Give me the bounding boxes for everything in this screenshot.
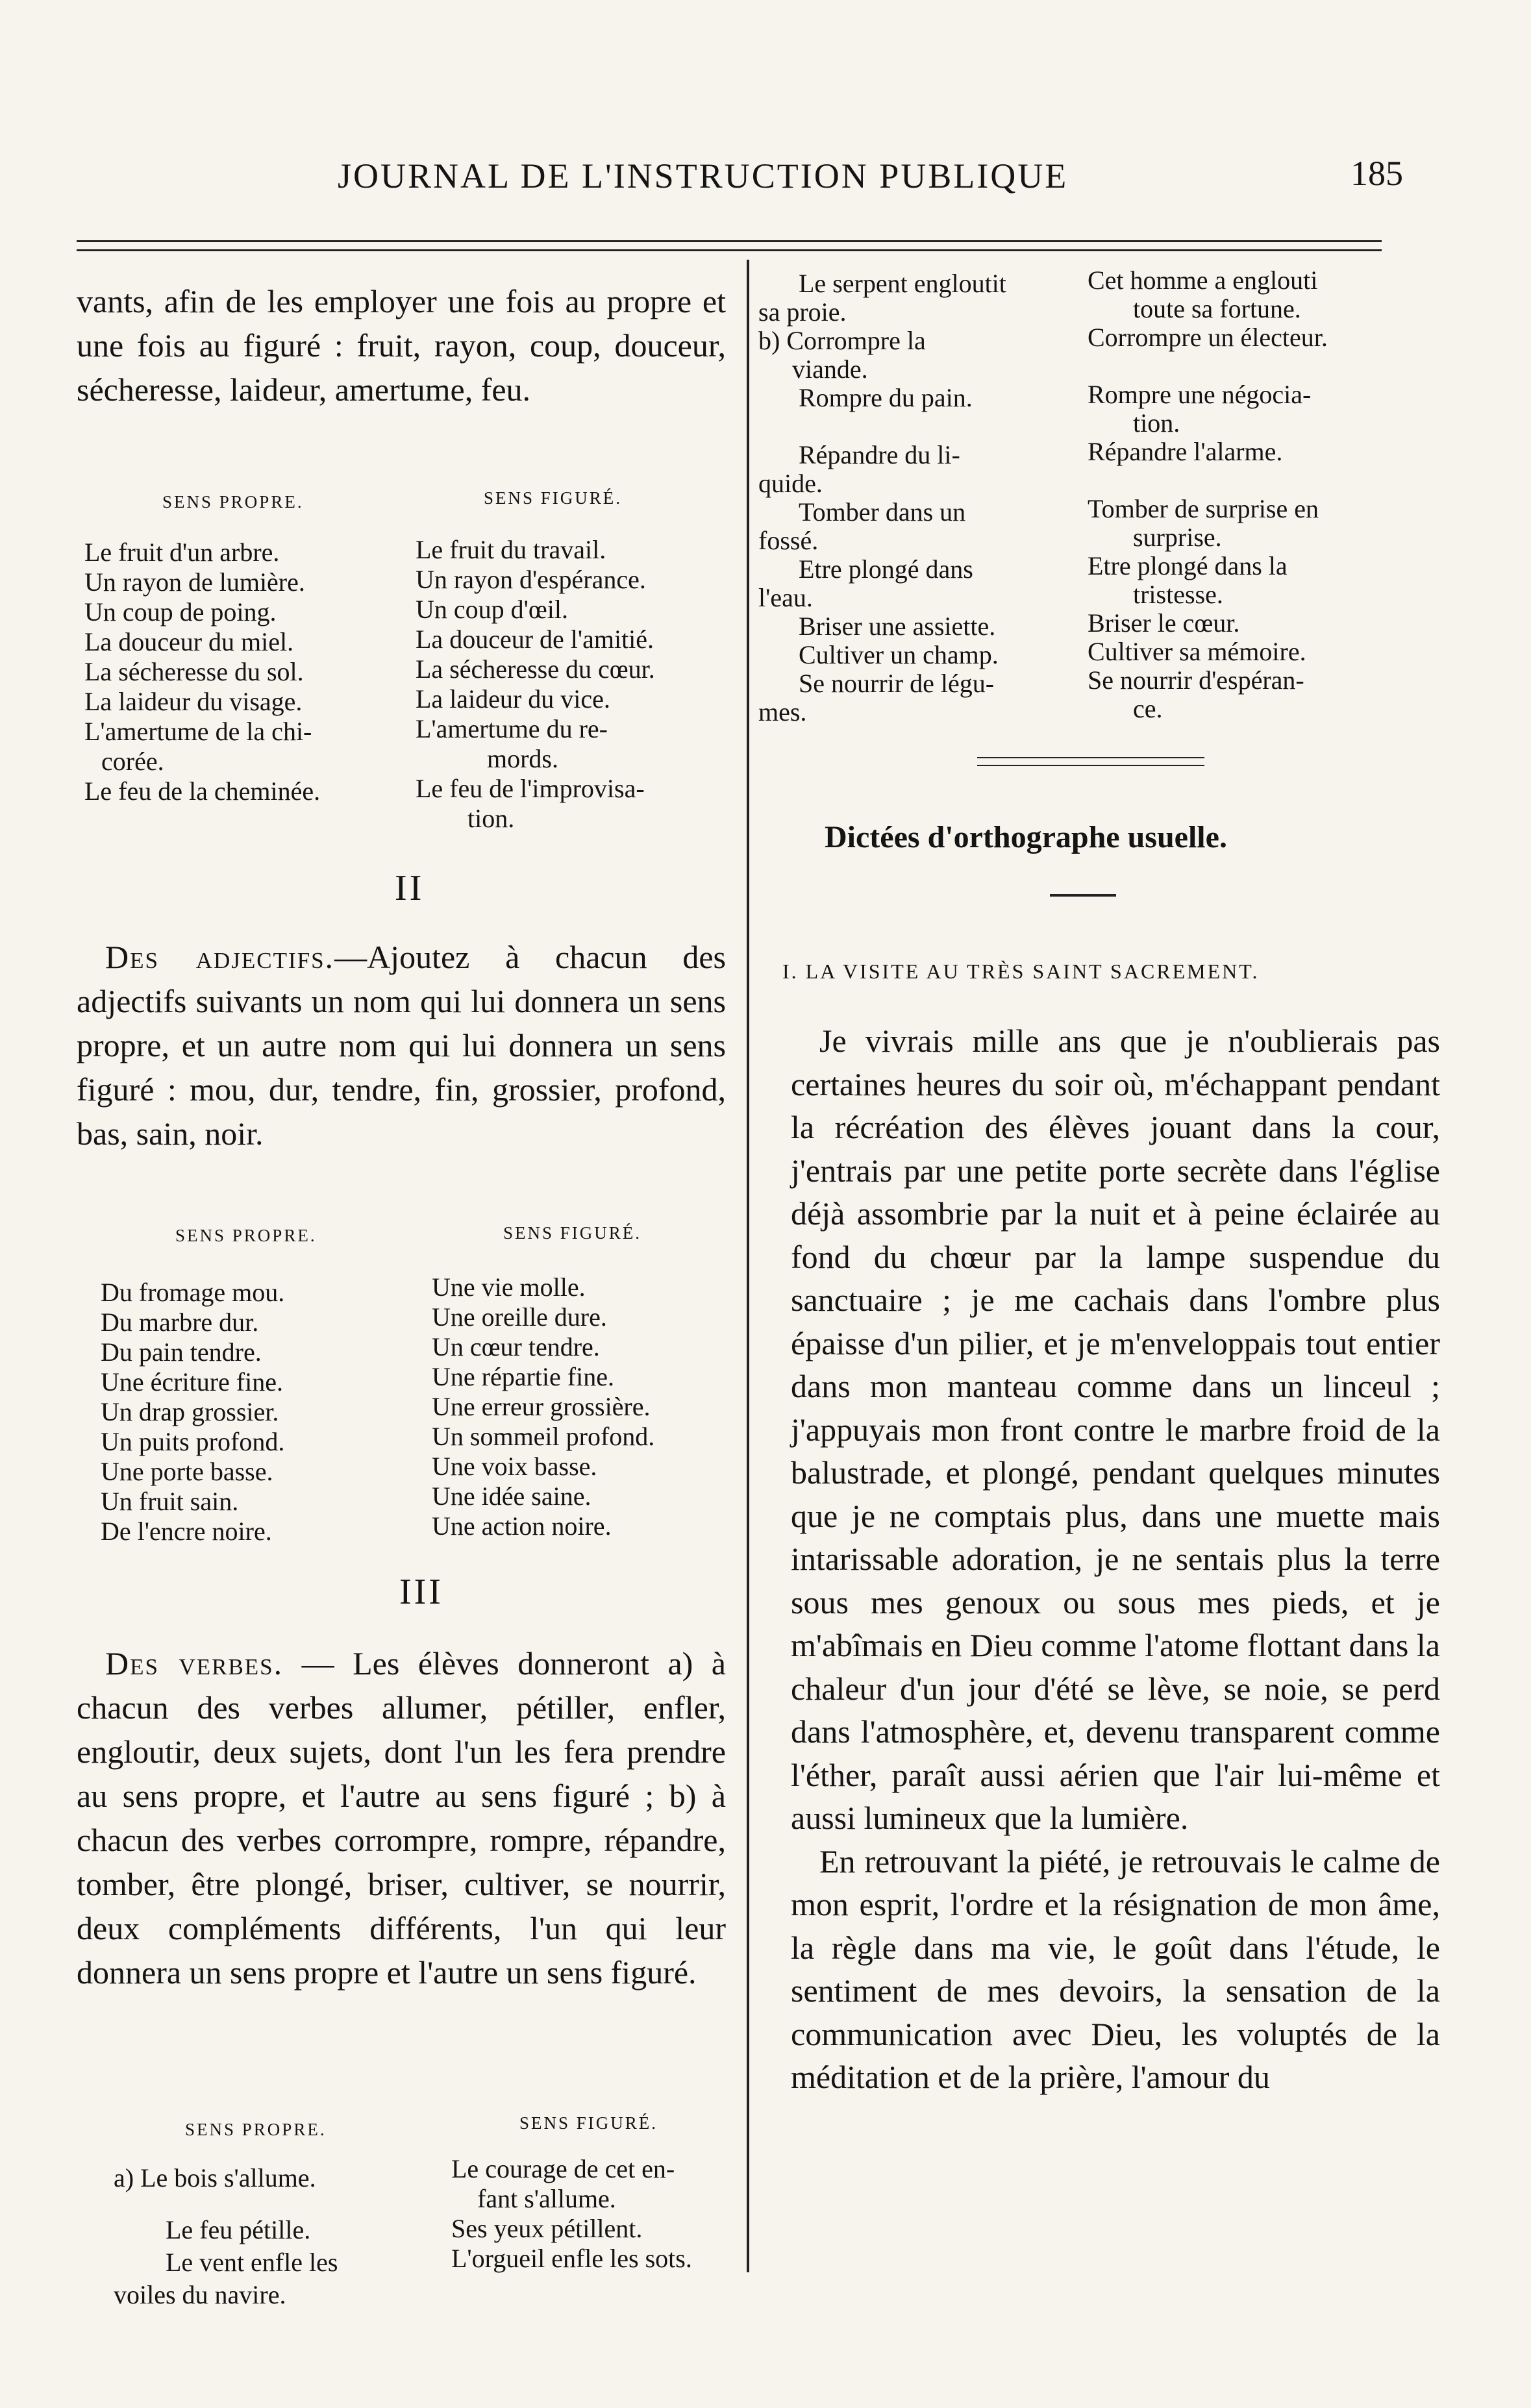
list-item: Cultiver sa mémoire.: [1088, 637, 1306, 666]
table1-figure-list: [416, 535, 655, 834]
list-item: Une erreur grossière.: [432, 1392, 651, 1421]
list-item: Une écriture fine.: [101, 1367, 283, 1396]
list-item: Cet homme a englouti: [1088, 266, 1318, 295]
list-item: Une action noire.: [432, 1511, 612, 1541]
right-table-figure-list: [1088, 266, 1328, 723]
list-item: Un rayon d'espérance.: [416, 565, 646, 594]
section-title: I. LA VISITE AU TRÈS SAINT SACREMENT.: [782, 960, 1260, 983]
list-item: Etre plongé dans: [799, 554, 973, 584]
list-item: ce.: [1133, 694, 1163, 723]
table3-figure-list: [451, 2154, 692, 2274]
list-item: L'amertume de la chi-: [84, 717, 312, 746]
table1-propre-list: [84, 538, 320, 806]
list-item: l'eau.: [758, 583, 813, 612]
section2-block: [77, 935, 726, 1156]
list-item: tion.: [467, 804, 515, 833]
list-item: Un puits profond.: [101, 1427, 285, 1456]
list-spacer: [1088, 466, 1328, 495]
list-item: Briser une assiette.: [799, 612, 996, 641]
section3-text: — Les élèves donneront a) à chacun des verbes allumer, pétiller, enfler, engloutir, deux sujets, dont l'un les fera prendre au sens propre, et l'autre au sens figuré ; b) à chacun des verbes corrompre, rompre, répandre, tomber, être plongé, briser, cultiver, se nourrir, deux compléments différents, l'un qui leur donnera un sens propre et l'autre un sens figuré.: [77, 1645, 726, 1991]
list-item: Se nourrir de légu-: [799, 669, 995, 698]
title-underline-rule: [1050, 894, 1116, 897]
section3-lead: Des verbes.: [105, 1645, 284, 1682]
list-item: Un cœur tendre.: [432, 1332, 600, 1361]
list-item: L'amertume du re-: [416, 714, 608, 743]
left-intro: [77, 279, 726, 412]
table3-propre-list: [114, 2162, 338, 2311]
list-item: Corrompre un électeur.: [1088, 323, 1328, 352]
dictee-paragraph-1: Je vivrais mille ans que je n'oublierais pas certaines heures du soir où, m'échappant pendant la récréation des élèves jouant dans la cour, j'entrais par une petite porte secrète dans l'église déjà assombrie par la nuit et à peine éclairée au fond du chœur par la lampe suspendue du sanctuaire ; je me cachais dans l'ombre plus épaisse d'un pilier, et je m'enveloppais tout entier dans mon manteau comme dans un linceul ; j'appuyais mon front contre le marbre froid de la balustrade, et plongé, pendant quelques minutes que je ne comptais plus, dans une muette mais intarissable adoration, je ne sentais plus la terre sous mes genoux ou sous mes pieds, et je m'abîmais en Dieu comme l'atome flottant dans la chaleur d'un jour d'été se lève, se noie, se perd dans l'atmosphère, et, devenu transparent comme l'éther, paraît aussi aérien que l'air lui-même et aussi lumineux que la lumière.: [791, 1023, 1440, 1836]
list-item: Le feu pétille.: [166, 2215, 311, 2244]
list-item: Le fruit d'un arbre.: [84, 538, 280, 567]
list-item: La sécheresse du sol.: [84, 657, 304, 686]
list-item: fant s'allume.: [477, 2184, 616, 2213]
list-item: Tomber de surprise en: [1088, 494, 1319, 523]
list-item: Répandre l'alarme.: [1088, 437, 1283, 466]
list-item: La laideur du visage.: [84, 687, 303, 716]
list-item: De l'encre noire.: [101, 1517, 272, 1546]
list-item: Une voix basse.: [432, 1452, 597, 1481]
running-header-title: JOURNAL DE L'INSTRUCTION PUBLIQUE: [338, 156, 1069, 195]
list-item: La laideur du vice.: [416, 684, 610, 714]
dictee-paragraph-2: En retrouvant la piété, je retrouvais le calme de mon esprit, l'ordre et la résignation de mon âme, la règle dans ma vie, le goût dans l'étude, le sentiment de mes devoirs, la sensation de la communication avec Dieu, les voluptés de la méditation et de la prière, l'amour du: [791, 1843, 1440, 2095]
list-item: Du pain tendre.: [101, 1337, 262, 1367]
list-item: Cultiver un champ.: [799, 640, 999, 669]
list-item: tion.: [1133, 408, 1180, 438]
list-item: Un rayon de lumière.: [84, 567, 305, 597]
list-item: Etre plongé dans la: [1088, 551, 1288, 580]
list-spacer: [758, 412, 1006, 441]
list-item: Se nourrir d'espéran-: [1088, 665, 1304, 695]
list-item: Une répartie fine.: [432, 1362, 614, 1391]
list-item: tristesse.: [1133, 580, 1223, 609]
dictee-title: Dictées d'orthographe usuelle.: [825, 820, 1227, 854]
table2-figure-list: [432, 1272, 654, 1541]
column-divider: [747, 260, 749, 2272]
list-item: Briser le cœur.: [1088, 608, 1240, 638]
list-item: Une oreille dure.: [432, 1302, 607, 1332]
list-item: Du marbre dur.: [101, 1308, 259, 1337]
table3-head-propre: SENS PROPRE.: [185, 2120, 327, 2139]
list-item: Du fromage mou.: [101, 1278, 285, 1307]
list-item: quide.: [758, 469, 823, 498]
table1-head-figure: SENS FIGURÉ.: [484, 488, 623, 508]
list-item: Répandre du li-: [799, 440, 960, 469]
list-item: Un sommeil profond.: [432, 1422, 655, 1451]
section-rule-a: [977, 757, 1204, 758]
list-item: Le courage de cet en-: [451, 2154, 675, 2183]
list-item: a) Le bois s'allume.: [114, 2163, 316, 2192]
intro-paragraph: vants, afin de les employer une fois au propre et une fois au figuré : fruit, rayon, coup, douceur, sécheresse, laideur, amertume, feu.: [77, 283, 726, 408]
list-item: b) Corrompre la: [758, 326, 926, 355]
list-item: Une porte basse.: [101, 1457, 273, 1486]
list-item: fossé.: [758, 526, 819, 555]
table2-head-propre: SENS PROPRE.: [175, 1226, 317, 1245]
list-item: viande.: [792, 354, 868, 384]
header-rule-top: [77, 240, 1382, 242]
list-item: La sécheresse du cœur.: [416, 654, 655, 684]
list-item: voiles du navire.: [114, 2280, 286, 2309]
table2-head-figure: SENS FIGURÉ.: [503, 1223, 642, 1243]
list-item: Une idée saine.: [432, 1482, 591, 1511]
page-number: 185: [1351, 154, 1403, 193]
list-item: surprise.: [1133, 523, 1222, 552]
list-item: toute sa fortune.: [1133, 294, 1301, 323]
section2-text: —Ajoutez à chacun des adjectifs suivants un nom qui lui donnera un sens propre, et un autre nom qui lui donnera un sens figuré : mou, dur, tendre, fin, grossier, profond, bas, sain, noir.: [77, 939, 726, 1152]
list-item: Le fruit du travail.: [416, 535, 606, 564]
list-spacer: [1088, 352, 1328, 380]
list-item: mes.: [758, 697, 807, 726]
list-item: Le serpent engloutit: [799, 269, 1006, 298]
section-numeral-ii: II: [395, 868, 425, 908]
section-numeral-iii: III: [399, 1572, 443, 1612]
section2-lead: Des adjectifs.: [105, 939, 335, 975]
list-item: Un coup d'œil.: [416, 595, 568, 624]
list-item: Un fruit sain.: [101, 1487, 239, 1516]
table1-head-propre: SENS PROPRE.: [162, 492, 304, 512]
list-item: Rompre du pain.: [799, 383, 973, 412]
list-item: corée.: [101, 747, 164, 776]
list-item: Une vie molle.: [432, 1272, 586, 1302]
right-table-propre-list: [758, 269, 1006, 726]
list-item: Rompre une négocia-: [1088, 380, 1312, 409]
list-item: La douceur de l'amitié.: [416, 625, 654, 654]
table2-propre-list: [101, 1278, 284, 1546]
list-item: mords.: [487, 744, 558, 773]
list-spacer: [114, 2194, 338, 2214]
dictee-body: [791, 1019, 1440, 2099]
list-item: Un coup de poing.: [84, 597, 277, 627]
list-item: Un drap grossier.: [101, 1397, 279, 1426]
list-item: Le vent enfle les: [166, 2248, 338, 2277]
section-rule-b: [977, 765, 1204, 766]
table3-head-figure: SENS FIGURÉ.: [519, 2113, 658, 2133]
list-item: sa proie.: [758, 297, 847, 327]
list-item: La douceur du miel.: [84, 627, 294, 656]
section3-block: [77, 1641, 726, 1994]
list-item: L'orgueil enfle les sots.: [451, 2244, 692, 2273]
list-item: Le feu de l'improvisa-: [416, 774, 645, 803]
list-item: Le feu de la cheminée.: [84, 776, 321, 806]
list-item: Tomber dans un: [799, 497, 966, 527]
list-item: Ses yeux pétillent.: [451, 2214, 643, 2243]
header-rule-bottom: [77, 249, 1382, 251]
